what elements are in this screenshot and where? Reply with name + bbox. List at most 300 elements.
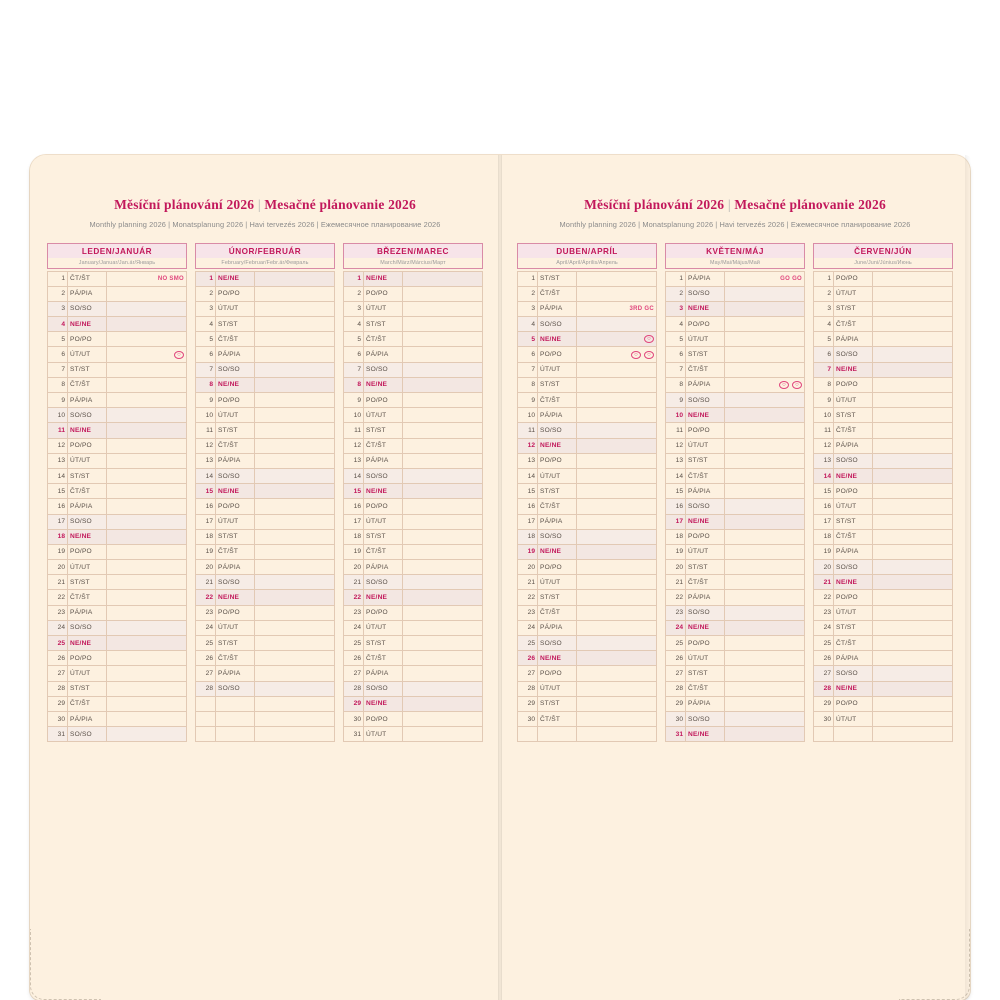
day-row[interactable] xyxy=(518,590,657,605)
day-row[interactable] xyxy=(814,453,953,468)
day-note-field[interactable] xyxy=(725,711,805,726)
day-row[interactable] xyxy=(666,271,805,286)
day-row[interactable] xyxy=(196,681,335,696)
day-row[interactable] xyxy=(48,666,187,681)
day-row[interactable] xyxy=(518,332,657,347)
day-note-field[interactable] xyxy=(577,499,657,514)
day-note-field[interactable] xyxy=(577,636,657,651)
day-note-field[interactable] xyxy=(725,696,805,711)
day-row[interactable] xyxy=(48,423,187,438)
day-note-field[interactable] xyxy=(255,393,335,408)
day-note-field[interactable] xyxy=(255,453,335,468)
day-note-field[interactable] xyxy=(577,651,657,666)
day-row[interactable] xyxy=(196,301,335,316)
day-note-field[interactable] xyxy=(577,666,657,681)
day-row[interactable] xyxy=(814,484,953,499)
day-note-field[interactable] xyxy=(873,484,953,499)
day-row[interactable] xyxy=(666,514,805,529)
day-note-field[interactable] xyxy=(725,560,805,575)
day-note-field[interactable]: ○ xyxy=(107,347,187,362)
day-row[interactable] xyxy=(344,468,483,483)
day-note-field[interactable] xyxy=(873,377,953,392)
day-note-field[interactable] xyxy=(873,620,953,635)
day-note-field[interactable] xyxy=(107,499,187,514)
day-note-field[interactable] xyxy=(255,590,335,605)
day-note-field[interactable] xyxy=(725,666,805,681)
day-row[interactable] xyxy=(344,438,483,453)
day-note-field[interactable] xyxy=(107,636,187,651)
day-row[interactable] xyxy=(666,620,805,635)
day-note-field[interactable] xyxy=(107,696,187,711)
day-note-field[interactable] xyxy=(725,636,805,651)
day-row[interactable] xyxy=(666,347,805,362)
day-row[interactable] xyxy=(814,711,953,726)
day-row[interactable] xyxy=(196,468,335,483)
day-note-field[interactable] xyxy=(107,484,187,499)
day-note-field[interactable] xyxy=(255,271,335,286)
day-row[interactable] xyxy=(344,651,483,666)
day-note-field[interactable] xyxy=(577,514,657,529)
day-note-field[interactable] xyxy=(577,575,657,590)
day-note-field[interactable] xyxy=(577,605,657,620)
day-row[interactable] xyxy=(814,362,953,377)
day-row[interactable] xyxy=(814,438,953,453)
day-note-field[interactable] xyxy=(403,620,483,635)
day-note-field[interactable] xyxy=(725,408,805,423)
day-row[interactable] xyxy=(344,484,483,499)
day-note-field[interactable] xyxy=(403,651,483,666)
day-row[interactable] xyxy=(48,453,187,468)
day-row[interactable] xyxy=(814,529,953,544)
day-note-field[interactable] xyxy=(577,393,657,408)
day-note-field[interactable] xyxy=(725,651,805,666)
day-note-field[interactable] xyxy=(255,377,335,392)
day-note-field[interactable] xyxy=(107,560,187,575)
day-row[interactable] xyxy=(48,681,187,696)
day-note-field[interactable] xyxy=(873,453,953,468)
day-note-field[interactable] xyxy=(873,636,953,651)
day-note-field[interactable] xyxy=(577,560,657,575)
day-row[interactable] xyxy=(666,332,805,347)
day-note-field[interactable] xyxy=(107,651,187,666)
day-row[interactable] xyxy=(814,651,953,666)
day-note-field[interactable] xyxy=(403,727,483,742)
day-note-field[interactable] xyxy=(403,711,483,726)
day-note-field[interactable] xyxy=(873,529,953,544)
day-note-field[interactable] xyxy=(403,423,483,438)
day-note-field[interactable] xyxy=(107,575,187,590)
day-note-field[interactable] xyxy=(107,544,187,559)
day-row[interactable] xyxy=(814,499,953,514)
day-row[interactable] xyxy=(48,393,187,408)
day-note-field[interactable] xyxy=(873,544,953,559)
day-row[interactable] xyxy=(196,484,335,499)
day-row[interactable] xyxy=(48,544,187,559)
day-note-field[interactable]: ○ xyxy=(577,332,657,347)
day-row[interactable] xyxy=(518,408,657,423)
day-note-field[interactable] xyxy=(255,484,335,499)
day-row[interactable] xyxy=(814,468,953,483)
day-row[interactable] xyxy=(666,636,805,651)
day-note-field[interactable] xyxy=(255,347,335,362)
day-note-field[interactable] xyxy=(577,711,657,726)
day-note-field[interactable] xyxy=(255,362,335,377)
day-row[interactable] xyxy=(48,727,187,742)
day-row[interactable] xyxy=(344,560,483,575)
day-row[interactable] xyxy=(666,423,805,438)
day-note-field[interactable] xyxy=(725,301,805,316)
day-row[interactable] xyxy=(344,620,483,635)
day-note-field[interactable] xyxy=(403,332,483,347)
day-row[interactable] xyxy=(48,347,187,362)
day-note-field[interactable] xyxy=(725,286,805,301)
day-note-field[interactable] xyxy=(255,605,335,620)
day-row[interactable] xyxy=(666,301,805,316)
day-note-field[interactable] xyxy=(107,590,187,605)
day-row[interactable] xyxy=(196,423,335,438)
day-row[interactable] xyxy=(196,696,335,711)
day-row[interactable] xyxy=(196,529,335,544)
day-note-field[interactable] xyxy=(577,438,657,453)
day-row[interactable] xyxy=(196,666,335,681)
day-row[interactable] xyxy=(666,544,805,559)
day-note-field[interactable] xyxy=(107,681,187,696)
day-note-field[interactable] xyxy=(873,317,953,332)
day-row[interactable] xyxy=(48,575,187,590)
day-row[interactable] xyxy=(518,620,657,635)
day-row[interactable] xyxy=(196,317,335,332)
day-row[interactable] xyxy=(666,651,805,666)
day-row[interactable] xyxy=(344,605,483,620)
day-row[interactable] xyxy=(344,666,483,681)
day-note-field[interactable] xyxy=(255,332,335,347)
day-row[interactable] xyxy=(666,438,805,453)
day-note-field[interactable] xyxy=(403,377,483,392)
day-note-field[interactable] xyxy=(577,423,657,438)
day-note-field[interactable] xyxy=(873,514,953,529)
day-row[interactable] xyxy=(518,347,657,362)
day-note-field[interactable] xyxy=(107,301,187,316)
day-row[interactable] xyxy=(344,301,483,316)
day-note-field[interactable] xyxy=(725,605,805,620)
day-note-field[interactable] xyxy=(577,377,657,392)
day-row[interactable] xyxy=(344,499,483,514)
day-row[interactable] xyxy=(48,408,187,423)
day-note-field[interactable] xyxy=(255,636,335,651)
day-note-field[interactable] xyxy=(873,408,953,423)
day-note-field[interactable] xyxy=(725,438,805,453)
day-note-field[interactable] xyxy=(725,484,805,499)
day-note-field[interactable] xyxy=(107,529,187,544)
day-note-field[interactable] xyxy=(403,590,483,605)
day-note-field[interactable] xyxy=(577,408,657,423)
day-row[interactable] xyxy=(48,590,187,605)
day-note-field[interactable] xyxy=(255,651,335,666)
day-row[interactable] xyxy=(344,347,483,362)
day-row[interactable] xyxy=(518,362,657,377)
day-note-field[interactable] xyxy=(725,575,805,590)
day-row[interactable] xyxy=(814,590,953,605)
day-row[interactable] xyxy=(48,377,187,392)
day-note-field[interactable] xyxy=(725,332,805,347)
day-row[interactable] xyxy=(518,544,657,559)
day-row[interactable] xyxy=(666,286,805,301)
day-note-field[interactable] xyxy=(403,484,483,499)
day-row[interactable] xyxy=(48,636,187,651)
day-note-field[interactable] xyxy=(873,605,953,620)
day-row[interactable] xyxy=(518,453,657,468)
day-row[interactable] xyxy=(518,727,657,742)
day-note-field[interactable] xyxy=(107,711,187,726)
day-note-field[interactable] xyxy=(255,620,335,635)
day-row[interactable] xyxy=(344,544,483,559)
day-note-field[interactable] xyxy=(107,438,187,453)
day-note-field[interactable] xyxy=(725,544,805,559)
day-note-field[interactable] xyxy=(873,362,953,377)
day-note-field[interactable] xyxy=(873,681,953,696)
day-row[interactable] xyxy=(344,696,483,711)
day-row[interactable] xyxy=(666,362,805,377)
day-note-field[interactable] xyxy=(255,514,335,529)
day-note-field[interactable] xyxy=(107,332,187,347)
day-row[interactable] xyxy=(196,408,335,423)
day-note-field[interactable] xyxy=(577,271,657,286)
day-note-field[interactable] xyxy=(725,453,805,468)
day-note-field[interactable] xyxy=(255,499,335,514)
day-row[interactable] xyxy=(48,468,187,483)
day-note-field[interactable] xyxy=(873,575,953,590)
day-note-field[interactable] xyxy=(255,560,335,575)
day-note-field[interactable] xyxy=(107,620,187,635)
day-note-field[interactable] xyxy=(577,529,657,544)
day-row[interactable] xyxy=(666,317,805,332)
day-row[interactable] xyxy=(518,651,657,666)
day-note-field[interactable] xyxy=(403,575,483,590)
day-row[interactable] xyxy=(814,727,953,742)
day-note-field[interactable] xyxy=(403,529,483,544)
day-row[interactable] xyxy=(666,529,805,544)
day-row[interactable] xyxy=(344,681,483,696)
day-note-field[interactable] xyxy=(255,575,335,590)
day-row[interactable] xyxy=(196,271,335,286)
day-row[interactable] xyxy=(814,301,953,316)
day-row[interactable] xyxy=(666,727,805,742)
day-row[interactable] xyxy=(344,286,483,301)
day-row[interactable] xyxy=(344,362,483,377)
day-row[interactable] xyxy=(666,468,805,483)
day-row[interactable] xyxy=(344,332,483,347)
day-note-field[interactable] xyxy=(107,408,187,423)
day-note-field[interactable] xyxy=(403,347,483,362)
day-row[interactable] xyxy=(814,620,953,635)
day-note-field[interactable] xyxy=(255,438,335,453)
day-note-field[interactable] xyxy=(403,286,483,301)
day-row[interactable] xyxy=(666,560,805,575)
day-note-field[interactable] xyxy=(403,362,483,377)
day-row[interactable] xyxy=(196,711,335,726)
day-note-field[interactable] xyxy=(107,362,187,377)
day-note-field[interactable] xyxy=(107,605,187,620)
day-note-field[interactable] xyxy=(873,286,953,301)
day-note-field[interactable] xyxy=(403,468,483,483)
day-row[interactable] xyxy=(196,377,335,392)
day-note-field[interactable] xyxy=(403,271,483,286)
day-note-field[interactable] xyxy=(873,332,953,347)
day-row[interactable] xyxy=(48,271,187,286)
day-row[interactable] xyxy=(196,590,335,605)
day-row[interactable] xyxy=(344,377,483,392)
day-row[interactable] xyxy=(666,666,805,681)
day-row[interactable] xyxy=(344,636,483,651)
day-row[interactable] xyxy=(518,301,657,316)
day-note-field[interactable] xyxy=(255,711,335,726)
day-row[interactable] xyxy=(344,529,483,544)
day-row[interactable] xyxy=(196,453,335,468)
day-note-field[interactable] xyxy=(577,590,657,605)
day-note-field[interactable] xyxy=(577,317,657,332)
day-row[interactable] xyxy=(518,393,657,408)
day-row[interactable] xyxy=(344,271,483,286)
day-note-field[interactable] xyxy=(107,317,187,332)
day-row[interactable] xyxy=(814,636,953,651)
day-row[interactable] xyxy=(518,605,657,620)
day-row[interactable] xyxy=(518,666,657,681)
day-row[interactable] xyxy=(518,575,657,590)
day-row[interactable] xyxy=(814,317,953,332)
day-note-field[interactable] xyxy=(873,499,953,514)
day-note-field[interactable] xyxy=(725,468,805,483)
day-row[interactable] xyxy=(666,590,805,605)
day-row[interactable] xyxy=(344,590,483,605)
day-row[interactable] xyxy=(48,317,187,332)
day-note-field[interactable] xyxy=(107,286,187,301)
day-note-field[interactable] xyxy=(873,590,953,605)
day-note-field[interactable] xyxy=(255,544,335,559)
day-row[interactable] xyxy=(814,575,953,590)
day-row[interactable] xyxy=(814,544,953,559)
day-row[interactable] xyxy=(518,286,657,301)
day-note-field[interactable] xyxy=(873,560,953,575)
day-note-field[interactable] xyxy=(725,727,805,742)
day-note-field[interactable] xyxy=(403,636,483,651)
day-row[interactable] xyxy=(814,271,953,286)
day-row[interactable] xyxy=(518,514,657,529)
day-note-field[interactable] xyxy=(725,590,805,605)
day-note-field[interactable] xyxy=(255,301,335,316)
day-row[interactable] xyxy=(814,514,953,529)
day-note-field[interactable] xyxy=(577,286,657,301)
day-note-field[interactable] xyxy=(403,544,483,559)
day-row[interactable] xyxy=(814,666,953,681)
day-note-field[interactable] xyxy=(403,301,483,316)
day-row[interactable] xyxy=(196,727,335,742)
day-note-field[interactable] xyxy=(873,423,953,438)
day-note-field[interactable] xyxy=(403,408,483,423)
day-row[interactable] xyxy=(666,575,805,590)
day-row[interactable] xyxy=(344,575,483,590)
day-row[interactable] xyxy=(196,362,335,377)
day-row[interactable] xyxy=(518,438,657,453)
day-row[interactable] xyxy=(344,317,483,332)
day-note-field[interactable] xyxy=(403,605,483,620)
day-note-field[interactable] xyxy=(873,393,953,408)
day-row[interactable] xyxy=(196,393,335,408)
day-row[interactable] xyxy=(666,696,805,711)
day-note-field[interactable] xyxy=(255,681,335,696)
day-note-field[interactable] xyxy=(255,529,335,544)
day-row[interactable] xyxy=(814,393,953,408)
day-note-field[interactable] xyxy=(107,453,187,468)
day-row[interactable] xyxy=(344,711,483,726)
day-row[interactable] xyxy=(48,711,187,726)
day-note-field[interactable] xyxy=(725,620,805,635)
day-row[interactable] xyxy=(666,377,805,392)
day-row[interactable] xyxy=(196,620,335,635)
day-row[interactable] xyxy=(196,651,335,666)
day-row[interactable] xyxy=(196,438,335,453)
day-note-field[interactable] xyxy=(403,453,483,468)
day-row[interactable] xyxy=(814,286,953,301)
day-note-field[interactable] xyxy=(873,666,953,681)
day-note-field[interactable] xyxy=(255,317,335,332)
day-note-field[interactable] xyxy=(725,347,805,362)
day-note-field[interactable] xyxy=(107,423,187,438)
day-row[interactable] xyxy=(48,514,187,529)
day-note-field[interactable] xyxy=(255,286,335,301)
day-note-field[interactable] xyxy=(577,544,657,559)
day-note-field[interactable] xyxy=(873,468,953,483)
day-note-field[interactable] xyxy=(725,393,805,408)
day-row[interactable] xyxy=(48,484,187,499)
day-row[interactable] xyxy=(196,499,335,514)
day-note-field[interactable] xyxy=(255,468,335,483)
day-note-field[interactable] xyxy=(577,620,657,635)
day-row[interactable] xyxy=(196,560,335,575)
day-row[interactable] xyxy=(196,514,335,529)
day-row[interactable] xyxy=(48,651,187,666)
day-note-field[interactable] xyxy=(107,514,187,529)
day-note-field[interactable] xyxy=(107,468,187,483)
day-note-field[interactable] xyxy=(725,423,805,438)
day-note-field[interactable] xyxy=(725,681,805,696)
day-row[interactable] xyxy=(518,499,657,514)
day-row[interactable] xyxy=(518,696,657,711)
day-note-field[interactable] xyxy=(403,514,483,529)
day-row[interactable] xyxy=(814,681,953,696)
day-row[interactable] xyxy=(666,681,805,696)
day-note-field[interactable] xyxy=(403,499,483,514)
day-note-field[interactable] xyxy=(107,727,187,742)
day-row[interactable] xyxy=(814,696,953,711)
day-row[interactable] xyxy=(196,636,335,651)
day-row[interactable] xyxy=(48,362,187,377)
day-row[interactable] xyxy=(196,286,335,301)
day-row[interactable] xyxy=(196,332,335,347)
day-note-field[interactable] xyxy=(107,666,187,681)
day-row[interactable] xyxy=(196,575,335,590)
day-row[interactable] xyxy=(814,605,953,620)
day-note-field[interactable] xyxy=(403,666,483,681)
day-row[interactable] xyxy=(48,438,187,453)
day-row[interactable] xyxy=(814,347,953,362)
day-row[interactable] xyxy=(344,453,483,468)
day-row[interactable] xyxy=(344,408,483,423)
day-note-field[interactable] xyxy=(403,317,483,332)
day-row[interactable] xyxy=(48,499,187,514)
day-row[interactable] xyxy=(48,286,187,301)
day-note-field[interactable] xyxy=(873,727,953,742)
day-row[interactable] xyxy=(518,529,657,544)
